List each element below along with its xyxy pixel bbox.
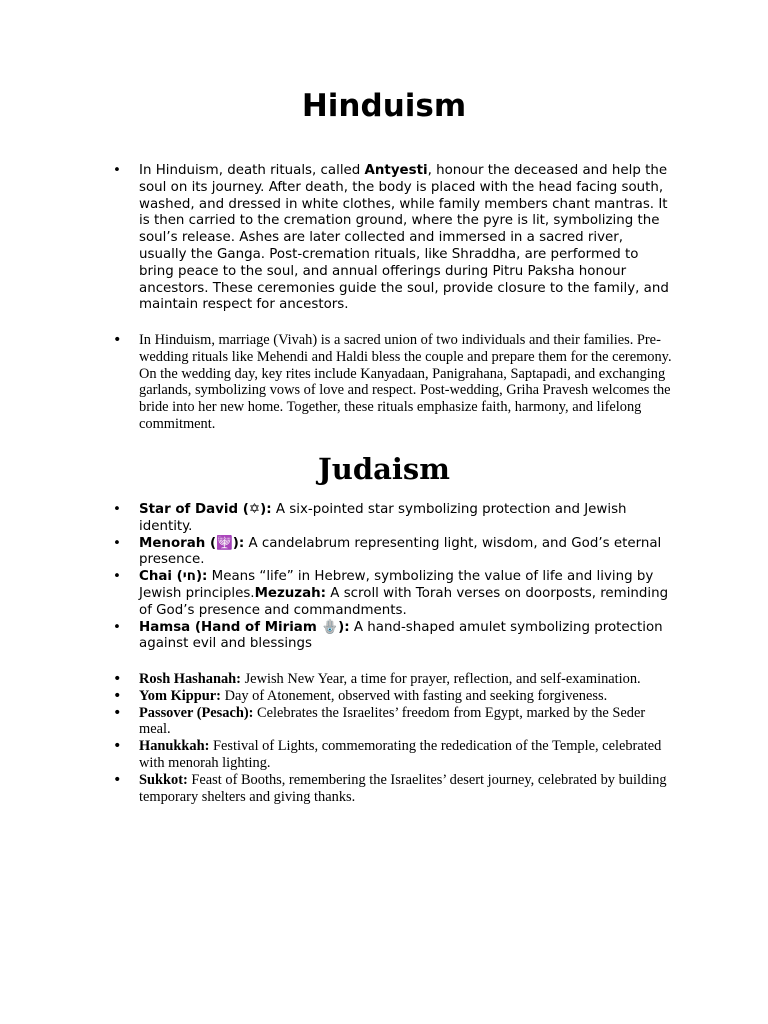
list-item: • Star of David (✡): A six-pointed star symbolizing protection and Jewish identity. bbox=[113, 502, 627, 534]
symbol-term: Star of David (✡): bbox=[139, 502, 272, 517]
symbol-term: Menorah (🕎): bbox=[139, 535, 245, 551]
hinduism-death-list bbox=[0, 163, 768, 314]
holiday-term: Sukkot: bbox=[139, 771, 188, 788]
holiday-term: Passover (Pesach): bbox=[139, 704, 254, 721]
bullet-icon: • bbox=[113, 738, 122, 755]
antyesti-term: Antyesti bbox=[364, 163, 428, 178]
bullet-icon: • bbox=[113, 502, 121, 517]
list-item: • Passover (Pesach): Celebrates the Israelites’ freedom from Egypt, marked by the Seder meal. bbox=[113, 704, 646, 738]
judaism-holidays-list bbox=[0, 671, 768, 805]
list-item: • Hamsa (Hand of Miriam 🪬): A hand-shaped amulet symbolizing protection against evil and blessings bbox=[113, 619, 663, 652]
death-rituals-text: In Hinduism, death rituals, called Antyesti, honour the deceased and help the soul on its journey. After death, the body is placed with the head facing south, washed, and dressed in white clothes, while family members chant mantras. It is then carried to the cremation ground, where the pyre is lit, symbolizing the soul’s release. Ashes are later collected and immersed in a sacred river, usually the Ganga. Post-cremation rituals, like Shraddha, are performed to bring peace to the soul, and annual offerings during Pitru Paksha honour ancestors. These ceremonies guide the soul, provide closure to the family, and maintain respect for ancestors. bbox=[139, 163, 669, 313]
list-item: • Chai (חי): Means “life” in Hebrew, symbolizing the value of life and living by Jewish principles.Mezuzah: A scroll with Torah verses on doorposts, reminding of God’s presence and commandments. bbox=[113, 569, 669, 618]
bullet-icon: • bbox=[113, 771, 122, 788]
bullet-icon: • bbox=[113, 671, 122, 687]
symbol-term: Hamsa (Hand of Miriam 🪬): bbox=[139, 619, 350, 635]
holiday-term: Rosh Hashanah: bbox=[139, 671, 241, 687]
list-item: • Rosh Hashanah: Jewish New Year, a time for prayer, reflection, and self-examination. bbox=[113, 671, 641, 687]
list-item: • Yom Kippur: Day of Atonement, observed with fasting and seeking forgiveness. bbox=[113, 687, 608, 704]
list-item: • Sukkot: Feast of Booths, remembering the Israelites’ desert journey, celebrated by building temporary shelters and giving thanks. bbox=[113, 771, 667, 805]
bullet-icon: • bbox=[113, 569, 121, 585]
hinduism-heading: Hinduism bbox=[301, 88, 467, 124]
symbol-term: Mezuzah: bbox=[254, 585, 327, 601]
holiday-term: Yom Kippur: bbox=[139, 687, 221, 704]
holiday-term: Hanukkah: bbox=[139, 738, 210, 755]
symbol-term: Chai (חי): bbox=[139, 569, 208, 585]
judaism-symbols-list bbox=[0, 502, 768, 653]
list-item bbox=[0, 163, 672, 314]
list-item bbox=[0, 332, 672, 433]
marriage-text: In Hinduism, marriage (Vivah) is a sacred union of two individuals and their families. Pre-wedding rituals like Mehendi and Haldi bless the couple and prepare them for the ceremony. On the wedding day, key rites include Kanyadaan, Panigrahana, Saptapadi, and exchanging garlands, symbolizing vows of love and respect. Post-wedding, Griha Pravesh welcomes the bride into her new home. Together, these rituals emphasize faith, harmony, and lifelong commitment. bbox=[139, 332, 672, 432]
bullet-icon: • bbox=[113, 619, 121, 635]
judaism-heading: Judaism bbox=[318, 452, 450, 486]
bullet-icon: • bbox=[113, 687, 122, 704]
bullet-icon: • bbox=[113, 332, 122, 348]
bullet-icon: • bbox=[113, 535, 121, 551]
hinduism-marriage-list bbox=[0, 332, 768, 433]
list-item: • Menorah (🕎): A candelabrum representing light, wisdom, and God’s eternal presence. bbox=[113, 535, 662, 568]
bullet-icon: • bbox=[113, 704, 122, 721]
list-item: • Hanukkah: Festival of Lights, commemorating the rededication of the Temple, celebrated with menorah lighting. bbox=[113, 738, 662, 771]
bullet-icon: • bbox=[113, 163, 121, 178]
